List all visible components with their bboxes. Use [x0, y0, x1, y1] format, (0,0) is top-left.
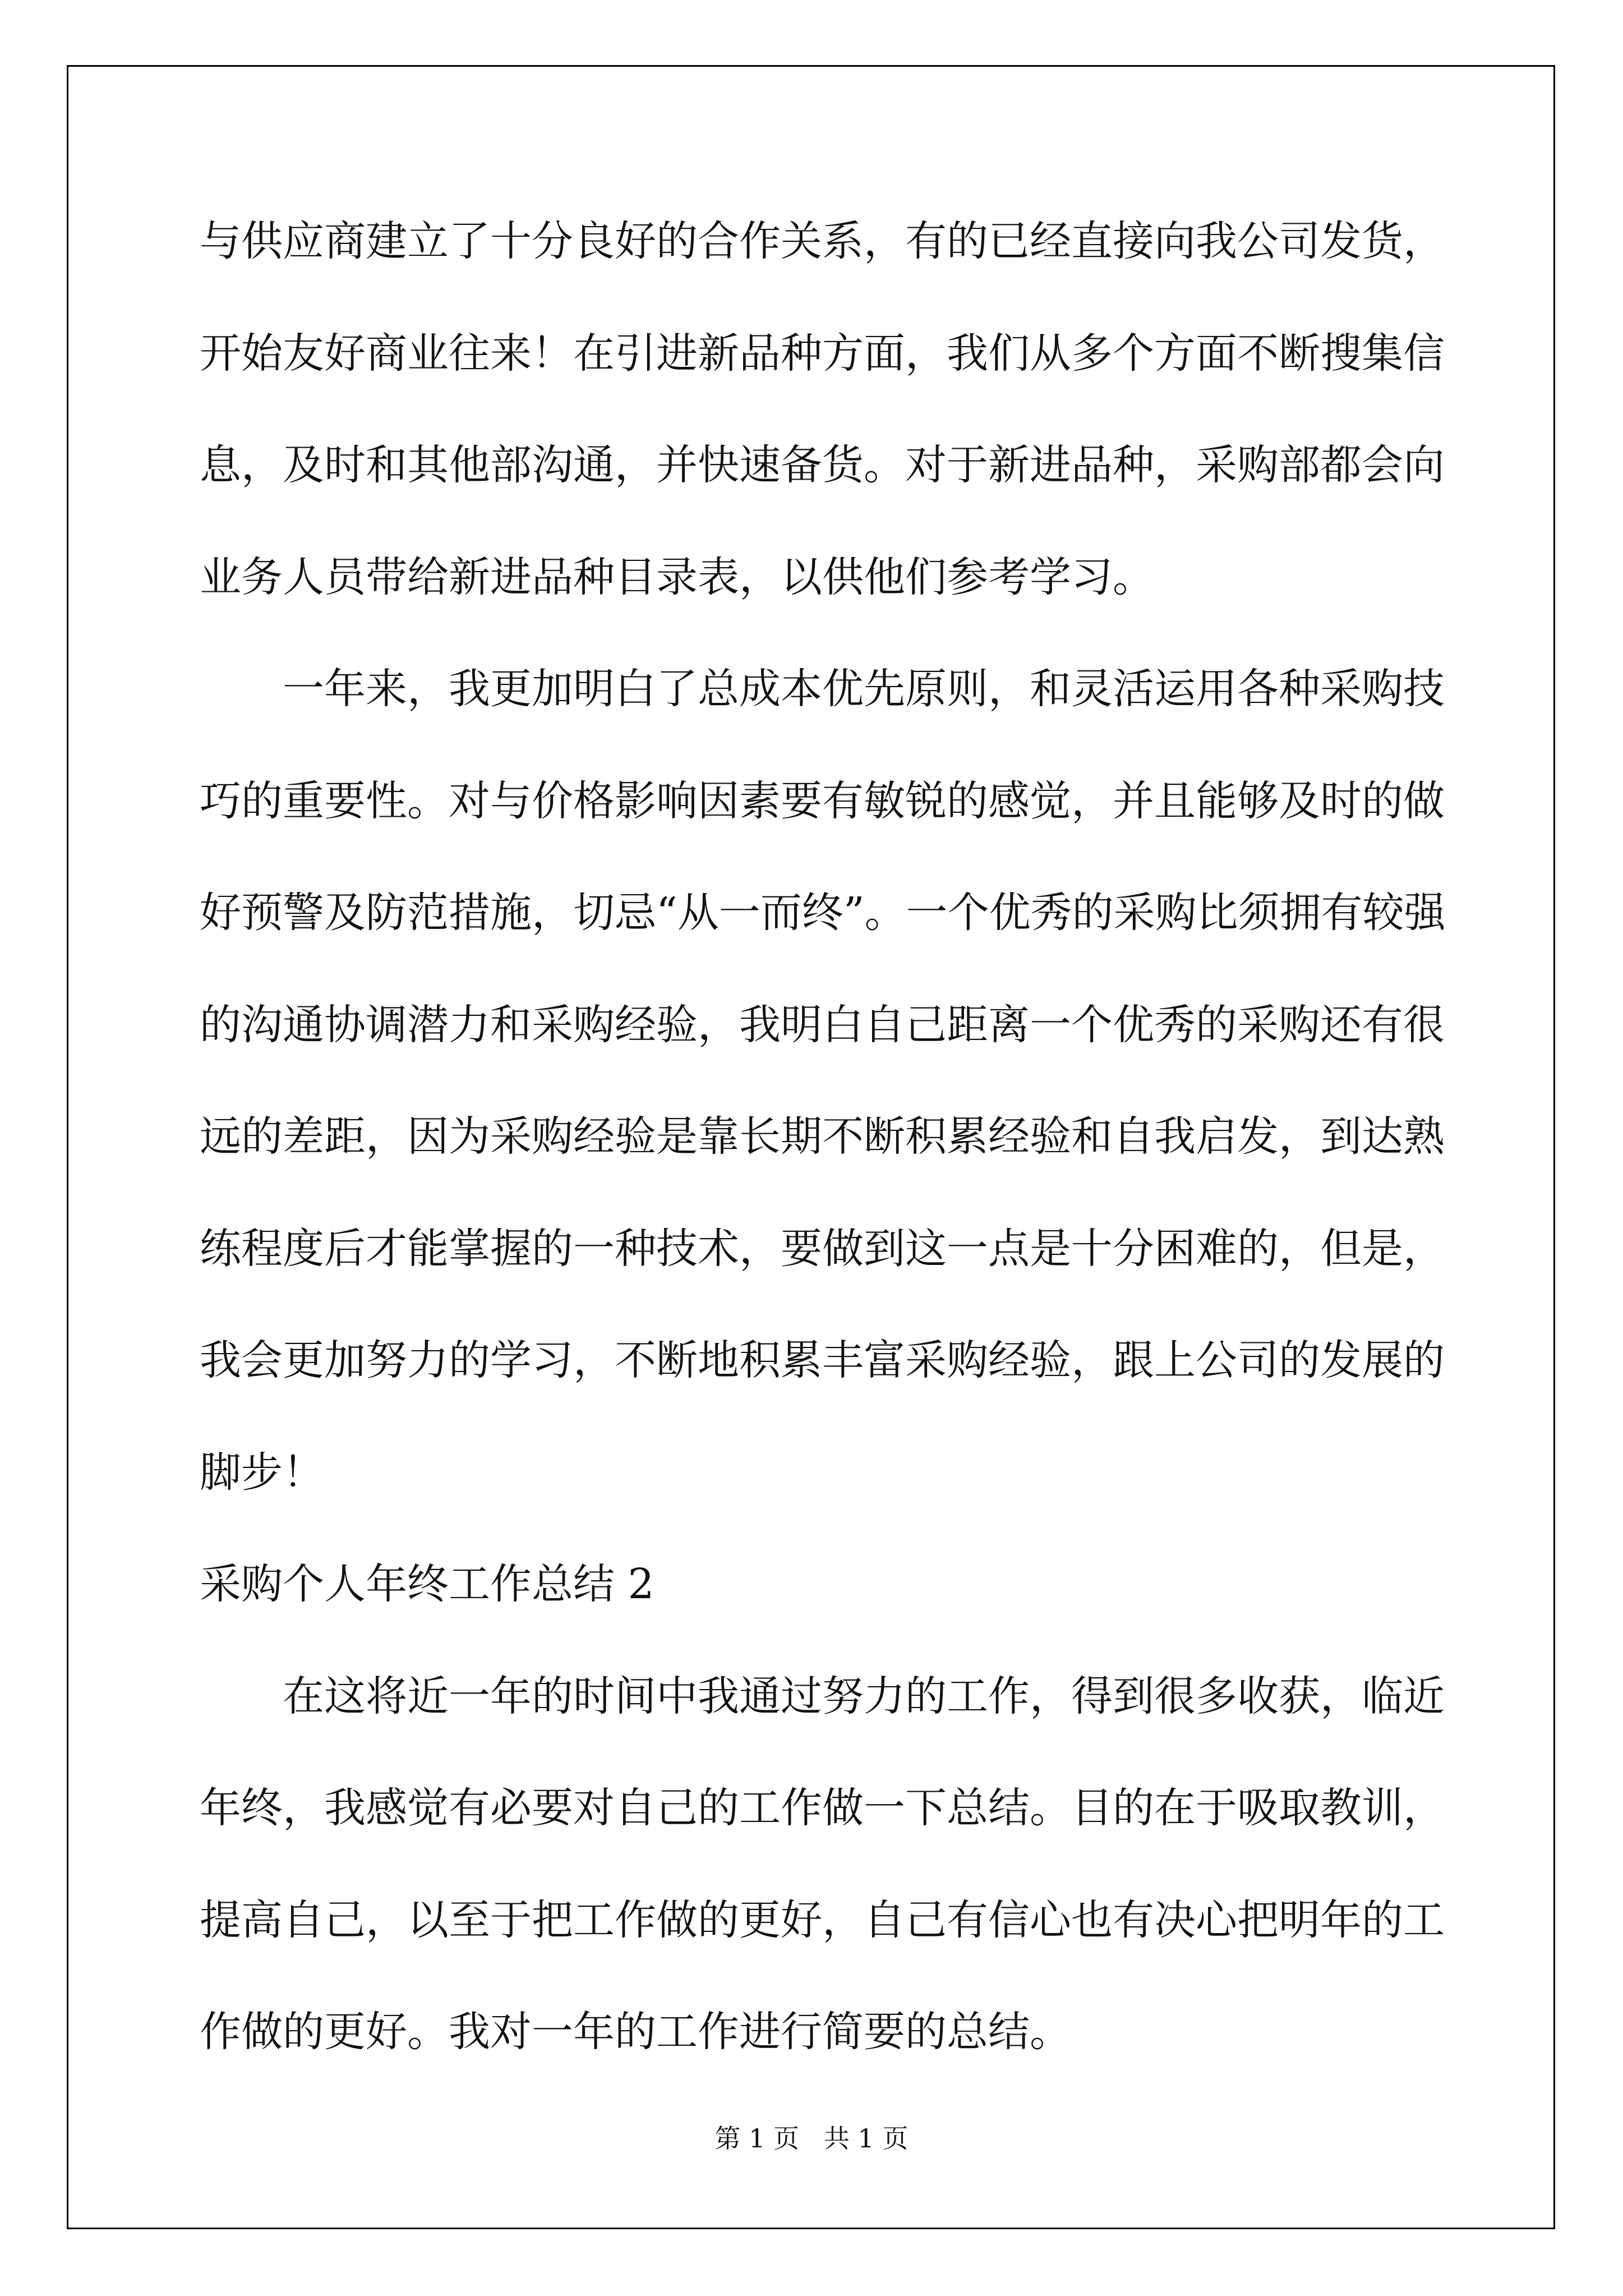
paragraph-2-line-3: 好预警及防范措施，切忌“从一而终”。一个优秀的采购比须拥有较强 — [200, 889, 1446, 937]
document-body — [200, 210, 1446, 2113]
paragraph-2-line-8: 脚步！ — [200, 1448, 324, 1497]
paragraph-1-line-2: 开始友好商业往来！在引进新品种方面，我们从多个方面不断搜集信 — [200, 329, 1445, 378]
paragraph-3-line-2: 年终，我感觉有必要对自己的工作做一下总结。目的在于吸取教训， — [200, 1784, 1445, 1832]
paragraph-3-line-4: 作做的更好。我对一年的工作进行简要的总结。 — [200, 2008, 1071, 2056]
paragraph-2-line-7: 我会更加努力的学习，不断地积累丰富采购经验，跟上公司的发展的 — [200, 1336, 1445, 1384]
section-heading: 采购个人年终工作总结 2 — [200, 1560, 654, 1608]
paragraph-1-line-3: 息，及时和其他部沟通，并快速备货。对于新进品种，采购部都会向 — [200, 441, 1445, 489]
paragraph-1-line-4: 业务人员带给新进品种目录表，以供他们参考学习。 — [200, 553, 1154, 601]
paragraph-2-line-5: 远的差距，因为采购经验是靠长期不断积累经验和自我启发，到达熟 — [200, 1112, 1445, 1161]
paragraph-2-line-1: 一年来，我更加明白了总成本优先原则，和灵活运用各种采购技 — [283, 665, 1445, 713]
page-footer: 第 1 页 共 1 页 — [714, 2123, 909, 2154]
paragraph-1-line-1: 与供应商建立了十分良好的合作关系，有的已经直接向我公司发货， — [200, 217, 1445, 265]
paragraph-2-line-6: 练程度后才能掌握的一种技术，要做到这一点是十分困难的，但是， — [200, 1224, 1445, 1273]
paragraph-3-line-1: 在这将近一年的时间中我通过努力的工作，得到很多收获，临近 — [283, 1672, 1445, 1720]
paragraph-2-line-4: 的沟通协调潜力和采购经验，我明白自己距离一个优秀的采购还有很 — [200, 1000, 1445, 1049]
paragraph-2-line-2: 巧的重要性。对与价格影响因素要有敏锐的感觉，并且能够及时的做 — [200, 776, 1445, 825]
paragraph-3-line-3: 提高自己，以至于把工作做的更好，自己有信心也有决心把明年的工 — [200, 1895, 1445, 1944]
